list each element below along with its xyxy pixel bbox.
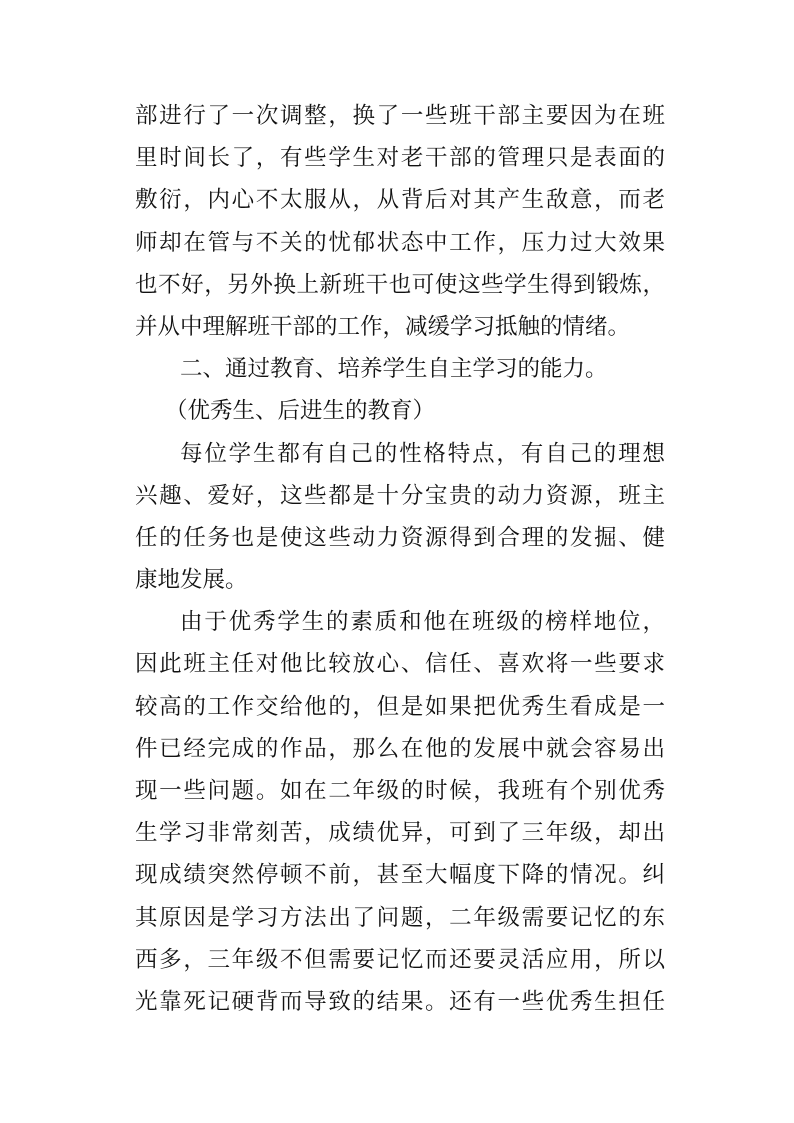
text-line: 任的任务也是使这些动力资源得到合理的发掘、健: [135, 524, 665, 551]
text-line: 较高的工作交给他的，但是如果把优秀生看成是一: [135, 693, 665, 720]
subsection-heading: （优秀生、后进生的教育）: [165, 398, 436, 425]
text-line: 其原因是学习方法出了问题，二年级需要记忆的东: [135, 904, 665, 931]
text-line: 康地发展。: [135, 567, 248, 594]
text-line: 每位学生都有自己的性格特点，有自己的理想: [180, 440, 665, 467]
text-line: 兴趣、爱好，这些都是十分宝贵的动力资源，班主: [135, 482, 665, 509]
text-line: 由于优秀学生的素质和他在班级的榜样地位，: [180, 609, 665, 636]
section-heading: 二、通过教育、培养学生自主学习的能力。: [180, 356, 608, 383]
text-line: 件已经完成的作品，那么在他的发展中就会容易出: [135, 735, 665, 762]
text-line: 并从中理解班干部的工作，减缓学习抵触的情绪。: [135, 313, 631, 340]
text-line: 里时间长了，有些学生对老干部的管理只是表面的: [135, 145, 665, 172]
document-body: [135, 95, 665, 1023]
text-line: 现一些问题。如在二年级的时候，我班有个别优秀: [135, 778, 665, 804]
text-line: 部进行了一次调整，换了一些班干部主要因为在班: [135, 103, 665, 129]
text-line: 西多，三年级不但需要记忆而还要灵活应用，所以: [135, 946, 665, 973]
text-line: 敷衍，内心不太服从，从背后对其产生敌意，而老: [135, 187, 665, 214]
text-line: 因此班主任对他比较放心、信任、喜欢将一些要求: [135, 651, 665, 678]
text-line: 也不好，另外换上新班干也可使这些学生得到锻炼，: [135, 271, 665, 298]
text-line: 生学习非常刻苦，成绩优异，可到了三年级，却出: [135, 820, 665, 847]
text-line: 师却在管与不关的忧郁状态中工作，压力过大效果: [135, 229, 665, 256]
text-line: 现成绩突然停顿不前，甚至大幅度下降的情况。纠: [135, 862, 665, 889]
text-line: 光靠死记硬背而导致的结果。还有一些优秀生担任: [135, 988, 665, 1015]
